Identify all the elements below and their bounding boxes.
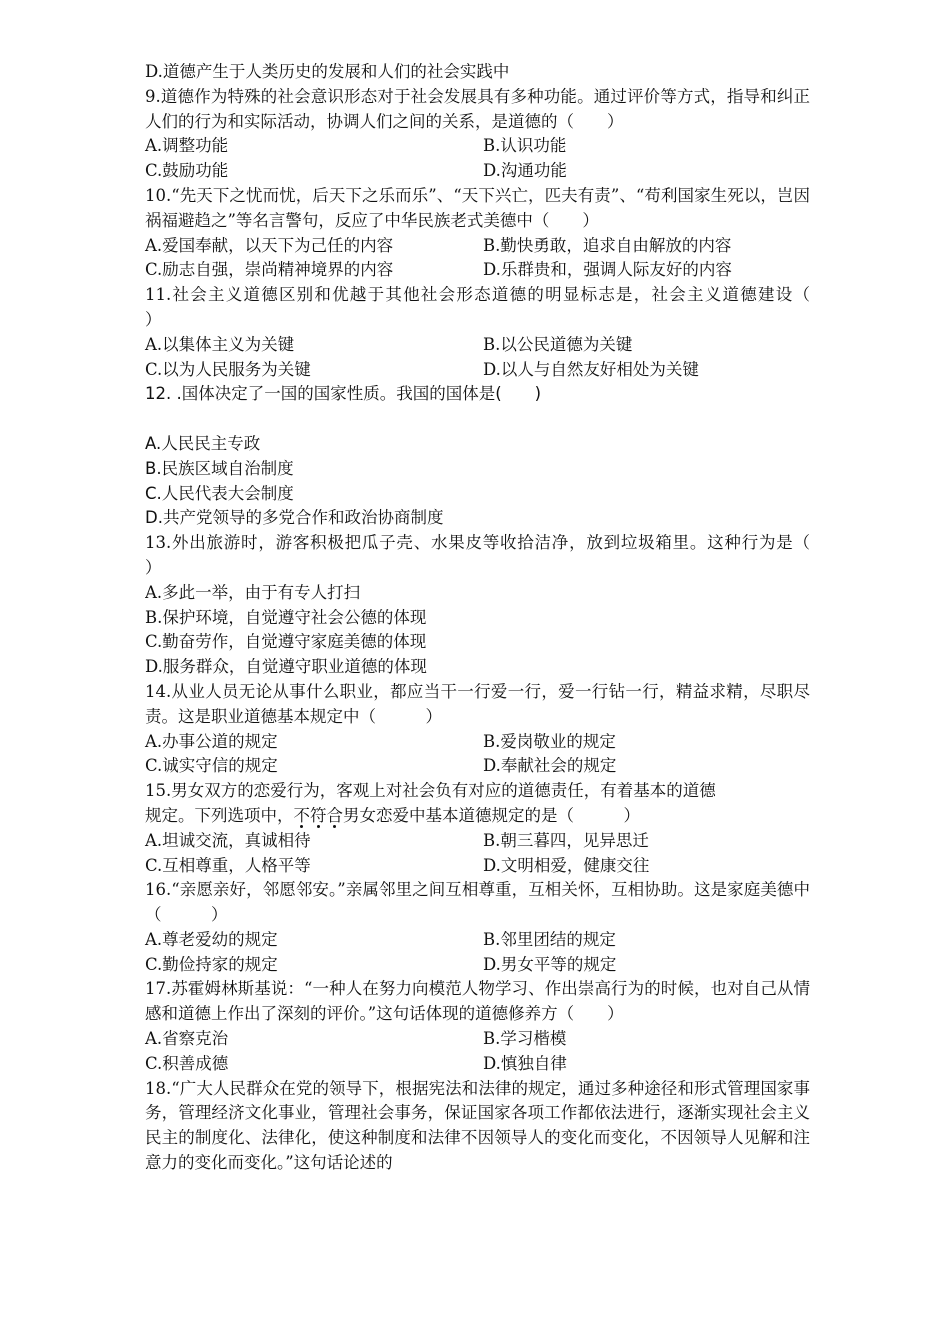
q12-option-c: C.人民代表大会制度: [145, 483, 294, 503]
q9-option-c: C.鼓励功能: [145, 161, 229, 181]
q16-stem: 16.“亲愿亲好，邻愿邻安。”亲属邻里之间互相尊重，互相关怀，互相协助。这是家庭美德中（ ）: [145, 880, 810, 925]
q15-stem-pre: 规定。下列选项中，: [145, 805, 294, 825]
q11-options-row-2: [145, 358, 810, 383]
q10-option-a: A.爱国奉献，以天下为己任的内容: [145, 235, 394, 255]
q14-options-row-1: [145, 730, 810, 755]
q14-option-d: D.奉献社会的规定: [483, 756, 617, 776]
q16-option-d: D.男女平等的规定: [483, 954, 617, 974]
q12-option-b: B.民族区域自治制度: [145, 458, 294, 478]
q15-options-row-1: [145, 829, 810, 854]
q16-option-c: C.勤俭持家的规定: [145, 954, 278, 974]
q17-option-c: C.积善成德: [145, 1053, 229, 1073]
q13-option-c: C.勤奋劳作，自觉遵守家庭美德的体现: [145, 632, 427, 652]
q10-options-row-1: [145, 234, 810, 259]
q16-option-a: A.尊老爱幼的规定: [145, 929, 278, 949]
q15-emphasis-char-3: 合: [326, 805, 343, 825]
q9-stem: 9.道德作为特殊的社会意识形态对于社会发展具有多种功能。通过评价等方式，指导和纠正人们的行为和实际活动，协调人们之间的关系，是道德的（ ）: [145, 86, 810, 131]
exam-page: [145, 60, 860, 1176]
q11-option-a: A.以集体主义为关键: [145, 334, 295, 354]
q16-option-b: B.邻里团结的规定: [483, 929, 616, 949]
q17-stem: 17.苏霍姆林斯基说：“一种人在努力向模范人物学习、作出崇高行为的时候，也对自己从情感和道德上作出了深刻的评价。”这句话体现的道德修养方（ ）: [145, 979, 810, 1024]
q15-option-d: D.文明相爱，健康交往: [483, 855, 650, 875]
q14-option-a: A.办事公道的规定: [145, 731, 278, 751]
q15-option-a: A.坦诚交流，真诚相待: [145, 830, 311, 850]
q16-options-row-2: [145, 953, 810, 978]
q18-stem: 18.“广大人民群众在党的领导下，根据宪法和法律的规定，通过多种途径和形式管理国家事务，管理经济文化事业，管理社会事务，保证国家各项工作都依法进行，逐渐实现社会主义民主的制度化、法律化，使这种制度和法律不因领导人的变化而变化，不因领导人见解和注意力的变化而变化。”这句话论述的: [145, 1078, 810, 1173]
q11-option-b: B.以公民道德为关键: [483, 334, 633, 354]
q14-option-b: B.爱岗敬业的规定: [483, 731, 616, 751]
q14-options-row-2: [145, 754, 810, 779]
q9-option-b: B.认识功能: [483, 136, 567, 156]
q15-emphasis-char-2: 符: [310, 805, 327, 825]
q10-option-b: B.勤快勇敢，追求自由解放的内容: [483, 235, 732, 255]
q17-options-row-1: [145, 1027, 810, 1052]
q17-option-a: A.省察克治: [145, 1029, 229, 1049]
q15-stem-line-1: 15.男女双方的恋爱行为，客观上对社会负有对应的道德责任，有着基本的道德: [145, 781, 716, 801]
q15-option-b: B.朝三暮四，见异思迁: [483, 830, 649, 850]
q10-option-c: C.励志自强，崇尚精神境界的内容: [145, 260, 394, 280]
q11-option-d: D.以人与自然友好相处为关键: [483, 359, 699, 379]
q9-options-row-2: [145, 159, 810, 184]
q16-options-row-1: [145, 928, 810, 953]
q17-option-d: D.慎独自律: [483, 1053, 567, 1073]
q9-option-a: A.调整功能: [145, 136, 229, 156]
q11-options-row-1: [145, 333, 810, 358]
q15-stem-line-2: [145, 804, 810, 829]
q10-stem: 10.“先天下之忧而忧，后天下之乐而乐”、“天下兴亡，匹夫有责”、“苟利国家生死以，岂因祸福避趋之”等名言警句，反应了中华民族老式美德中（ ）: [145, 185, 810, 230]
q10-option-d: D.乐群贵和，强调人际友好的内容: [483, 260, 732, 280]
q9-option-d: D.沟通功能: [483, 161, 567, 181]
q12-stem: 12. .国体决定了一国的国家性质。我国的国体是( ): [145, 384, 542, 404]
q13-option-a: A.多此一举，由于有专人打扫: [145, 582, 361, 602]
q15-options-row-2: [145, 854, 810, 879]
q13-stem: 13.外出旅游时，游客积极把瓜子壳、水果皮等收拾洁净，放到垃圾箱里。这种行为是（ ）: [145, 533, 860, 577]
q9-options-row-1: [145, 134, 810, 159]
q15-stem-post: 男女恋爱中基本道德规定的是（ ）: [343, 805, 640, 825]
q14-stem: 14.从业人员无论从事什么职业，都应当干一行爱一行，爱一行钻一行，精益求精，尽职尽责。这是职业道德基本规定中（ ）: [145, 681, 810, 726]
q12-option-d: D.共产党领导的多党合作和政治协商制度: [145, 508, 444, 528]
q12-option-a: A.人民民主专政: [145, 433, 261, 453]
q15-option-c: C.互相尊重，人格平等: [145, 855, 311, 875]
q15-emphasis-char-1: 不: [293, 805, 310, 825]
q13-option-d: D.服务群众，自觉遵守职业道德的体现: [145, 657, 427, 677]
q11-stem: 11.社会主义道德区别和优越于其他社会形态道德的明显标志是，社会主义道德建设（ ）: [145, 285, 860, 329]
q12-spacer: [145, 407, 810, 432]
q10-options-row-2: [145, 258, 810, 283]
q14-option-c: C.诚实守信的规定: [145, 756, 278, 776]
q13-option-b: B.保护环境，自觉遵守社会公德的体现: [145, 607, 427, 627]
q17-option-b: B.学习楷模: [483, 1029, 567, 1049]
q8-option-d: D.道德产生于人类历史的发展和人们的社会实践中: [145, 62, 510, 81]
q11-option-c: C.以为人民服务为关键: [145, 359, 311, 379]
q17-options-row-2: [145, 1052, 810, 1077]
